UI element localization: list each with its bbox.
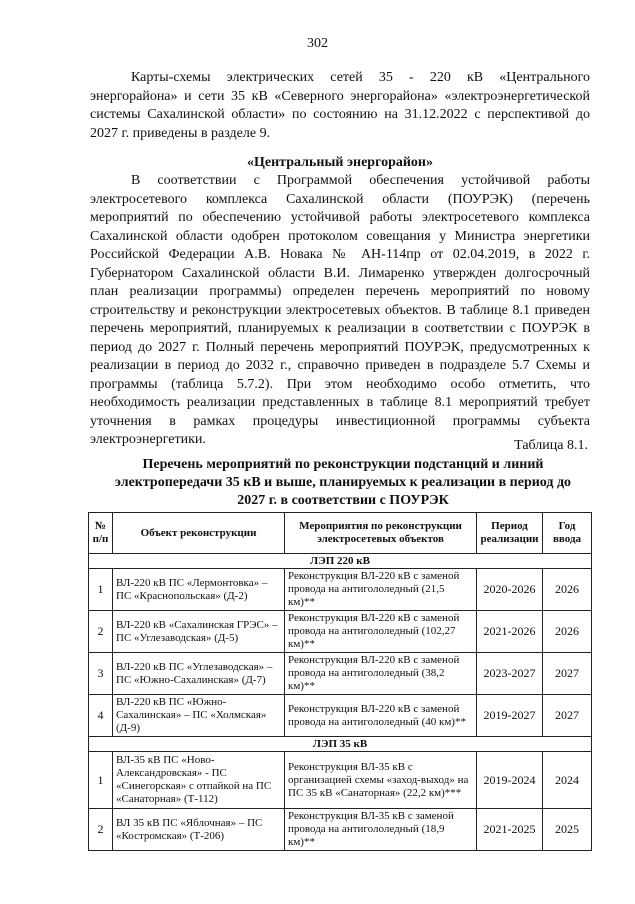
table-caption: Таблица 8.1. xyxy=(514,438,588,453)
row-year: 2026 xyxy=(543,569,592,611)
intro-paragraph: Карты-схемы электрических сетей 35 - 220 кВ «Центрального энергорайона» и сети 35 кВ «Северного энергорайона» «электроэнергетической системы Сахалинской области» по состоянию на 31.12.2022 с перспективой до 2027 г. приведены в разделе 9. xyxy=(90,70,590,141)
header-period: Период реализации xyxy=(477,513,543,554)
row-measures: Реконструкция ВЛ-220 кВ с заменой провода на антигололедный (38,2 км)** xyxy=(285,653,477,695)
table-header-row xyxy=(89,513,592,554)
row-object: ВЛ-220 кВ ПС «Южно-Сахалинская» – ПС «Холмская» (Д-9) xyxy=(113,695,285,737)
row-measures: Реконструкция ВЛ-35 кВ с организацией схемы «заход-выход» на ПС 35 кВ «Санаторная» (22,2 км)*** xyxy=(285,752,477,809)
table-row xyxy=(89,695,592,737)
row-num: 1 xyxy=(89,752,113,809)
page-number: 302 xyxy=(307,36,328,51)
row-num: 3 xyxy=(89,653,113,695)
row-year: 2027 xyxy=(543,653,592,695)
row-period: 2020-2026 xyxy=(477,569,543,611)
row-year: 2025 xyxy=(543,809,592,851)
row-measures: Реконструкция ВЛ-220 кВ с заменой провода на антигололедный (21,5 км)** xyxy=(285,569,477,611)
row-measures: Реконструкция ВЛ-220 кВ с заменой провода на антигололедный (102,27 км)** xyxy=(285,611,477,653)
table-row xyxy=(89,809,592,851)
table-row xyxy=(89,611,592,653)
table-row xyxy=(89,653,592,695)
row-num: 2 xyxy=(89,611,113,653)
header-object: Объект реконструкции xyxy=(113,513,285,554)
row-object: ВЛ-35 кВ ПС «Ново-Александровская» - ПС «Синегорская» с отпайкой на ПС «Санаторная» (Т-112) xyxy=(113,752,285,809)
table-row xyxy=(89,752,592,809)
row-year: 2026 xyxy=(543,611,592,653)
row-num: 1 xyxy=(89,569,113,611)
group-title: ЛЭП 35 кВ xyxy=(89,737,592,752)
row-num: 4 xyxy=(89,695,113,737)
section-heading: «Центральный энергорайон» xyxy=(247,155,433,170)
row-period: 2021-2025 xyxy=(477,809,543,851)
table-title: Перечень мероприятий по реконструкции подстанций и линий электропередачи 35 кВ и выше, планируемых к реализации в период до 2027 г. в соответствии с ПОУРЭК xyxy=(114,457,572,508)
row-period: 2023-2027 xyxy=(477,653,543,695)
row-object: ВЛ-220 кВ ПС «Углезаводская» – ПС «Южно-Сахалинская» (Д-7) xyxy=(113,653,285,695)
row-object: ВЛ-220 кВ ПС «Лермонтовка» – ПС «Краснопольская» (Д-2) xyxy=(113,569,285,611)
main-paragraph: В соответствии с Программой обеспечения устойчивой работы электросетевого комплекса Сахалинской области (ПОУРЭК) (перечень мероприятий по обеспечению устойчивой работы электросетевого комплекса Сахалинской области одобрен протоколом совещания у Министра энергетики Российской Федерации А.В. Новака № АН-114пр от 02.04.2019, в 2022 г. Губернатором Сахалинской области В.И. Лимаренко утвержден долгосрочный план реализации программы) определен перечень мероприятий по новому строительству и реконструкции электросетевых объектов. В таблице 8.1 приведен перечень мероприятий, планируемых к реализации в соответствии с ПОУРЭК в период до 2027 г. Полный перечень мероприятий ПОУРЭК, предусмотренных к реализации в период до 2032 г., справочно приведен в подразделе 5.7 Схемы и программы (таблица 5.7.2). При этом необходимо особо отметить, что необходимость реализации представленных в таблице 8.1 мероприятий требует уточнения в рамках процедуры инвестиционной программы субъекта электроэнергетики. xyxy=(90,173,590,447)
group-row-220kv xyxy=(89,554,592,569)
group-title: ЛЭП 220 кВ xyxy=(89,554,592,569)
group-row-35kv xyxy=(89,737,592,752)
row-year: 2024 xyxy=(543,752,592,809)
row-num: 2 xyxy=(89,809,113,851)
row-measures: Реконструкция ВЛ-220 кВ с заменой провода на антигололедный (40 км)** xyxy=(285,695,477,737)
row-object: ВЛ-220 кВ «Сахалинская ГРЭС» – ПС «Углезаводская» (Д-5) xyxy=(113,611,285,653)
table-row xyxy=(89,569,592,611)
header-year: Год ввода xyxy=(543,513,592,554)
row-measures: Реконструкция ВЛ-35 кВ с заменой провода на антигололедный (18,9 км)** xyxy=(285,809,477,851)
row-period: 2019-2027 xyxy=(477,695,543,737)
measures-table xyxy=(88,512,592,851)
row-period: 2019-2024 xyxy=(477,752,543,809)
header-measures: Мероприятия по реконструкции электросетевых объектов xyxy=(285,513,477,554)
row-year: 2027 xyxy=(543,695,592,737)
row-period: 2021-2026 xyxy=(477,611,543,653)
row-object: ВЛ 35 кВ ПС «Яблочная» – ПС «Костромская» (Т-206) xyxy=(113,809,285,851)
header-num: № п/п xyxy=(89,513,113,554)
